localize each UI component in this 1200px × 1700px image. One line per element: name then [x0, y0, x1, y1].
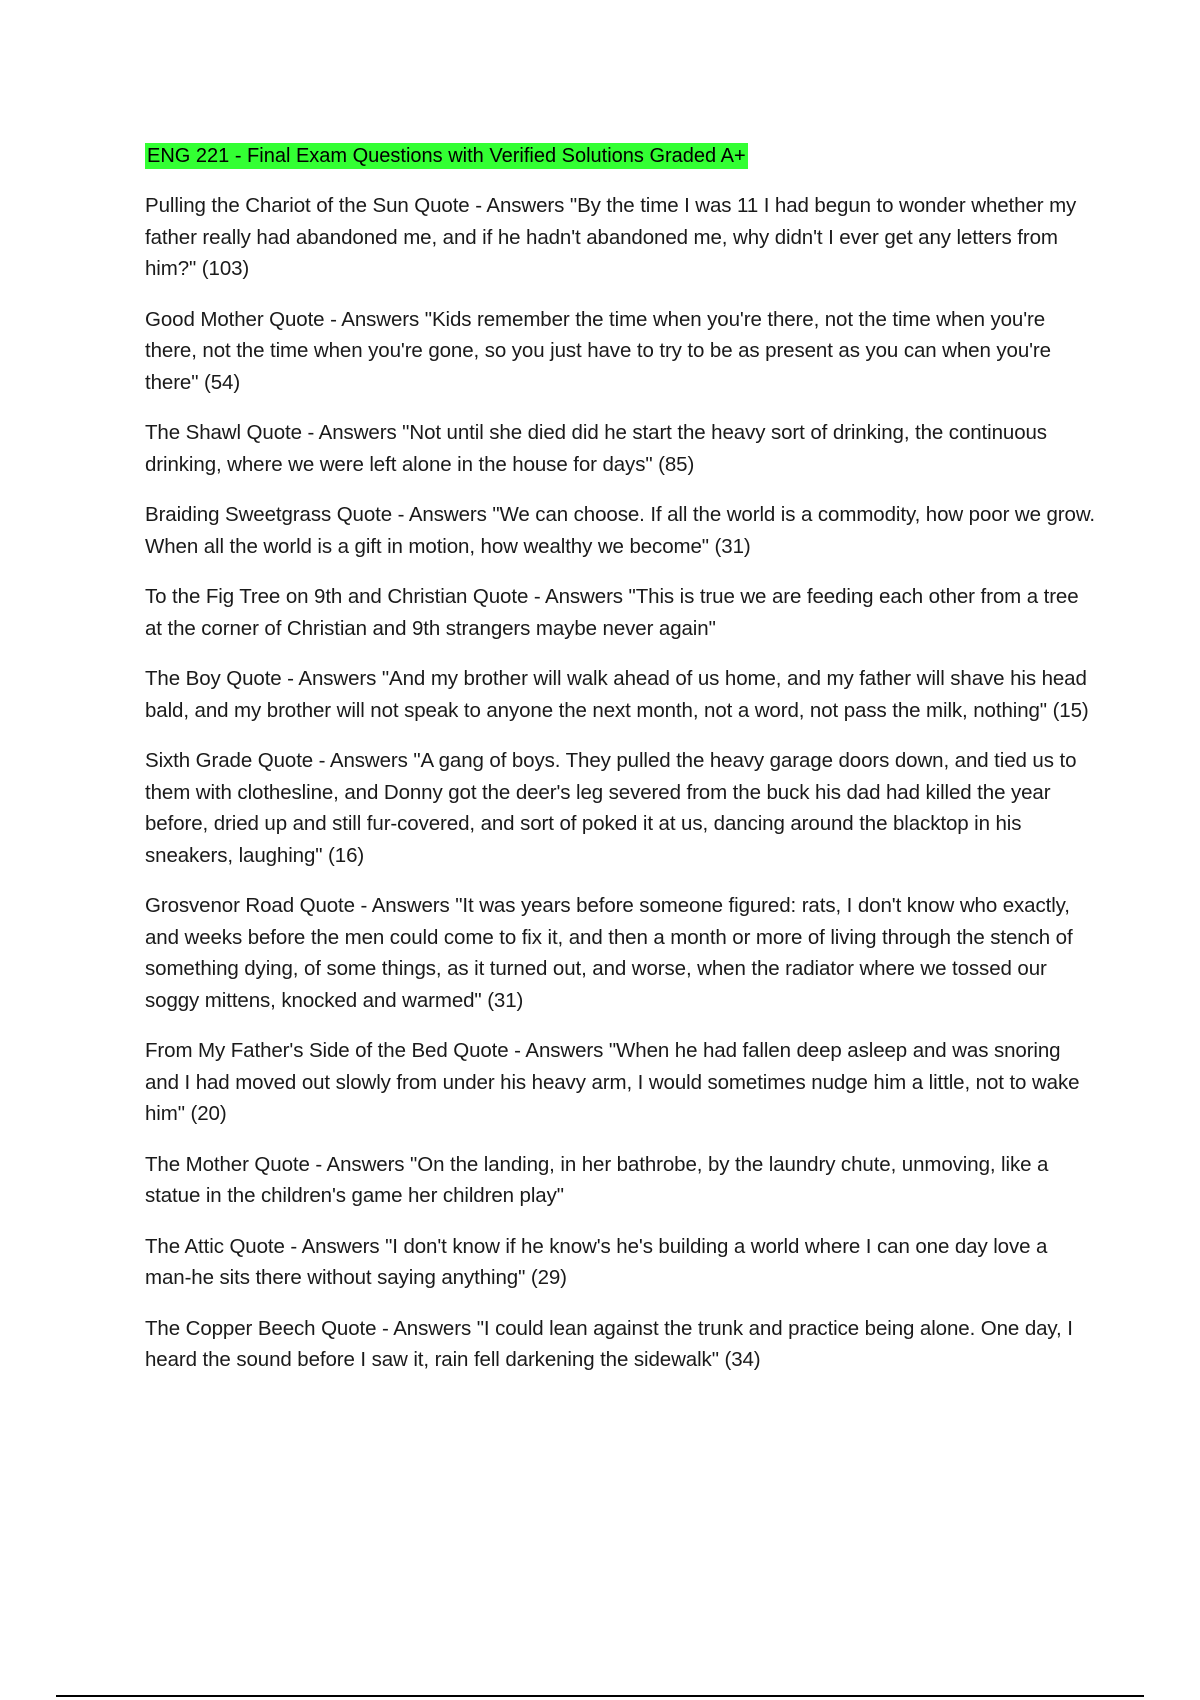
quote-entry: Braiding Sweetgrass Quote - Answers "We can choose. If all the world is a commodity, how poor we grow. When all the world is a gift in motion, how wealthy we become" (31) — [145, 503, 1096, 558]
quote-entry: From My Father's Side of the Bed Quote - Answers "When he had fallen deep asleep and was snoring and I had moved out slowly from under his heavy arm, I would sometimes nudge him a little, not to wake him" (20) — [145, 1039, 1080, 1125]
quote-entry: To the Fig Tree on 9th and Christian Quote - Answers "This is true we are feeding each other from a tree at the corner of Christian and 9th strangers maybe never again" — [145, 585, 1079, 640]
quote-entry: The Boy Quote - Answers "And my brother will walk ahead of us home, and my father will shave his head bald, and my brother will not speak to anyone the next month, not a word, not pass the milk, nothing" (15) — [145, 667, 1089, 722]
quote-entry: The Mother Quote - Answers "On the landing, in her bathrobe, by the laundry chute, unmoving, like a statue in the children's game her children play" — [145, 1152, 1049, 1207]
quote-entry: Pulling the Chariot of the Sun Quote - Answers "By the time I was 11 I had begun to wonder whether my father really had abandoned me, and if he hadn't abandoned me, why didn't I ever get any letters from him?" (103) — [145, 194, 1077, 280]
quote-entry: The Attic Quote - Answers "I don't know if he know's he's building a world where I can one day love a man-he sits there without saying anything" (29) — [145, 1234, 1048, 1289]
quote-entry: The Copper Beech Quote - Answers "I could lean against the trunk and practice being alone. One day, I heard the sound before I saw it, rain fell darkening the sidewalk" (34) — [145, 1316, 1073, 1371]
footer-rule — [56, 1695, 1144, 1697]
quote-entry: Sixth Grade Quote - Answers "A gang of boys. They pulled the heavy garage doors down, and tied us to them with clothesline, and Donny got the deer's leg severed from the buck his dad had killed the year before, dried up and still fur-covered, and sort of poked it at us, dancing around the blacktop in his sneakers, laughing" (16) — [145, 749, 1077, 867]
document-page — [145, 142, 1095, 1395]
title-block — [145, 142, 1095, 172]
quote-entry: Good Mother Quote - Answers "Kids remember the time when you're there, not the time when you're there, not the time when you're gone, so you just have to try to be as present as you can when you're there" (54) — [145, 307, 1051, 394]
quote-entry: Grosvenor Road Quote - Answers "It was years before someone figured: rats, I don't know who exactly, and weeks before the men could come to fix it, and then a month or more of living through the stench of something dying, of some things, as it turned out, and worse, when the radiator where we tossed our soggy mittens, knocked and warmed" (31) — [145, 894, 1073, 1012]
document-title: ENG 221 - Final Exam Questions with Verified Solutions Graded A+ — [147, 145, 746, 167]
quote-entry: The Shawl Quote - Answers "Not until she died did he start the heavy sort of drinking, the continuous drinking, where we were left alone in the house for days" (85) — [145, 421, 1047, 476]
